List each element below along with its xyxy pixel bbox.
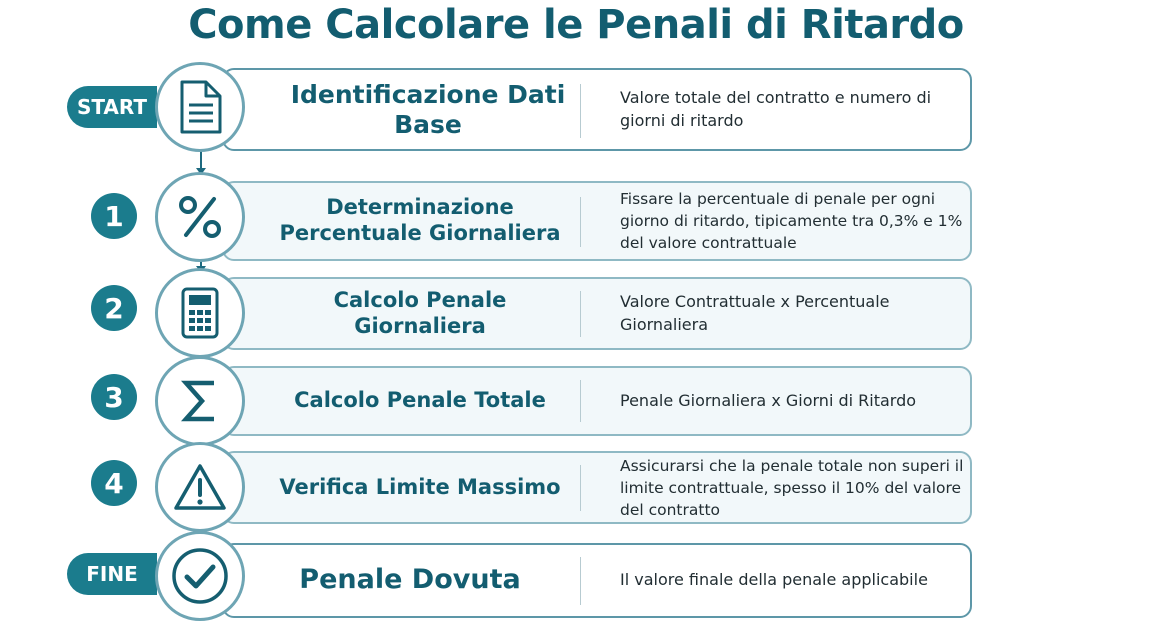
divider — [580, 197, 581, 247]
page-title: Come Calcolare le Penali di Ritardo — [188, 2, 964, 48]
document-icon — [155, 62, 245, 152]
step-title: Calcolo Penale Giornaliera — [333, 287, 507, 338]
step-title: Penale Dovuta — [299, 564, 521, 596]
step-number-badge: 2 — [91, 285, 137, 331]
percent-icon — [155, 172, 245, 262]
step-number-badge: 3 — [91, 374, 137, 420]
step-card-start — [222, 68, 972, 151]
warning-icon — [155, 442, 245, 532]
checkmark-icon — [155, 531, 245, 621]
step-card-4 — [222, 451, 972, 524]
step-description: Valore Contrattuale x Percentuale Giornaliera — [620, 291, 890, 334]
step-card-1 — [222, 181, 972, 261]
divider — [580, 380, 581, 422]
divider — [580, 465, 581, 511]
step-title: Calcolo Penale Totale — [294, 388, 546, 413]
divider — [580, 557, 581, 605]
step-title: Identificazione Dati Base — [290, 79, 566, 139]
sigma-icon — [155, 356, 245, 446]
step-card-3 — [222, 366, 972, 436]
step-description: Penale Giornaliera x Giorni di Ritardo — [620, 390, 917, 410]
fine-badge: FINE — [67, 553, 157, 595]
step-number-badge: 4 — [91, 460, 137, 506]
start-badge: START — [67, 86, 157, 128]
step-title: Verifica Limite Massimo — [279, 474, 561, 499]
step-description: Assicurarsi che la penale totale non superi il limite contrattuale, spesso il 10% del valore del contratto — [620, 456, 964, 519]
divider — [580, 291, 581, 337]
divider — [580, 84, 581, 138]
step-description: Fissare la percentuale di penale per ogni giorno di ritardo, tipicamente tra 0,3% e 1% del valore contrattuale — [620, 190, 963, 252]
step-card-fine — [222, 543, 972, 618]
step-title: Determinazione Percentuale Giornaliera — [279, 195, 561, 245]
step-description: Il valore finale della penale applicabile — [620, 570, 928, 590]
calculator-icon — [155, 268, 245, 358]
step-card-2 — [222, 277, 972, 350]
step-description: Valore totale del contratto e numero di giorni di ritardo — [620, 88, 932, 130]
step-number-badge: 1 — [91, 193, 137, 239]
